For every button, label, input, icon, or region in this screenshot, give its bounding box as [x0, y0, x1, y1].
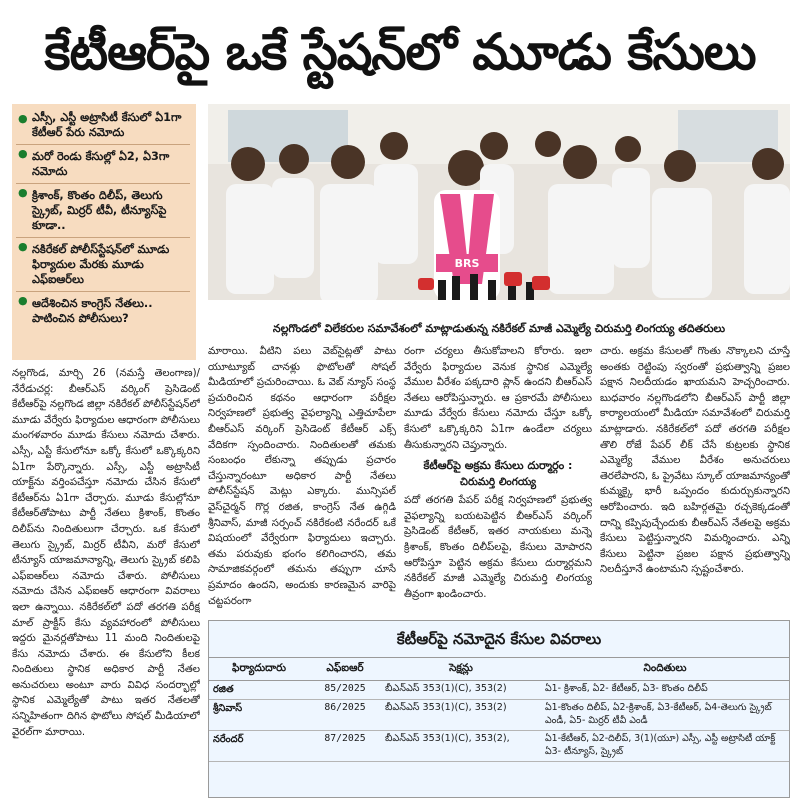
table-row: [209, 681, 789, 700]
bullet-icon: ●: [18, 240, 28, 253]
highlight-item: ● నకిరేకల్ పోలీస్‌స్టేషన్‌లో మూడు ఫిర్యాదుల మేరకు మూడు ఎఫ్ఐఆర్‌లు: [16, 237, 190, 287]
subheading: కేటీఆర్‌పై అక్రమ కేసులు దుర్మార్గం : చిరుమర్తి లింగయ్య: [423, 459, 573, 489]
press-meet-photo: [208, 104, 790, 318]
bullet-icon: ●: [18, 112, 28, 125]
header-accused: నిందితులు: [541, 658, 789, 681]
bullet-icon: ●: [18, 186, 28, 199]
cell-fir: 86/2025: [309, 700, 381, 731]
cell-fir: 85/2025: [309, 681, 381, 700]
highlights-box: [12, 104, 196, 360]
cell-complainant: రజిత: [209, 681, 309, 700]
cell-sections: బీఎన్ఎస్ 353(1)(C), 353(2),: [381, 731, 541, 762]
highlight-item: ● మరో రెండు కేసుల్లో ఏ2, ఏ3గా నమోదు: [16, 144, 190, 179]
headline: కేటీఆర్‌పై ఒకే స్టేషన్‌లో మూడు కేసులు: [44, 23, 756, 81]
highlight-item: ● ఎస్సీ, ఎస్టీ అట్రాసిటీ కేసులో ఏ1గా కేటీఆర్ పేరు నమోదు: [18, 111, 182, 139]
cell-fir: 87/2025: [309, 731, 381, 762]
cell-sections: బీఎన్ఎస్ 353(1)(C), 353(2): [381, 700, 541, 731]
highlight-item: ● క్రిశాంక్, కొంతం దిలీప్, తెలుగు స్క్రైబ్, మిర్రర్ టీవీ, టీన్యూస్‌పై కూడా..: [16, 183, 190, 233]
bullet-icon: ●: [18, 294, 28, 307]
table-header-row: [209, 658, 789, 681]
table-row: [209, 700, 789, 731]
cell-accused: ఏ1-కొంతం దిలీప్, ఏ2-క్రిశాంక్, ఏ3-కేటీఆర్, ఏ4-తెలుగు స్క్రైబ్ ఎండీ, ఏ5- మిర్రర్ టీవీ ఎండీ: [541, 700, 789, 731]
photo-caption: నల్లగొండలో విలేకరుల సమావేశంలో మాట్లాడుతున్న నకిరేకల్ మాజీ ఎమ్మెల్యే చిరుమర్తి లింగయ్య తదితరులు: [272, 322, 726, 335]
article-column-4: చారు. అక్రమ కేసులతో గొంతు నొక్కాలని చూస్తే అంతకు రెట్టింపు స్వరంతో ప్రభుత్వాన్ని ప్రజల పక్షాన నిలదీయడం ఖాయమని హెచ్చరించారు. బుధవారం నల్లగొండలోని బీఆర్ఎస్ పార్టీ జిల్లా కార్యాలయంలో మీడియా సమావేశంలో చిరుమర్తి మాట్లాడారు. నకిరేకల్‌లో పదో తరగతి పరీక్షల తొలి రోజే పేపర్ లీక్ చేసే కుట్రలకు స్థానిక ఎమ్మెల్యే వేముల వీరేశం అనుచరులు తెరలేపారని, ఓ ప్రైవేటు స్కూల్ యాజమాన్యంతో కుమ్మక్కై భారీ ఒప్పందం కుదుర్చుకున్నారని ఆరోపించారు. ఇది బహిర్గతమై రచ్చకెక్కడంతో దాన్ని కప్పిపుచ్చేందుకు బీఆర్ఎస్ నేతలపై అక్రమ కేసులు పెట్టిస్తున్నారని విమర్శించారు. ఎన్ని కేసులు పెట్టినా ప్రజల పక్షాన ప్రభుత్వాన్ని నిలదీస్తూనే ఉంటామని స్పష్టంచేశారు.: [600, 346, 790, 576]
cell-sections: బీఎన్ఎస్ 353(1)(C), 353(2): [381, 681, 541, 700]
cases-table: [209, 658, 789, 762]
highlight-item: ● ఆదేశించిన కాంగ్రెస్ నేతలు.. పాటించిన పోలీసులు?: [16, 291, 190, 326]
header-fir: ఎఫ్ఐఆర్: [309, 658, 381, 681]
brs-badge: BRS: [454, 257, 480, 270]
article-column-3: రంగా చర్యలు తీసుకోవాలని కోరారు. ఇలా వేర్వేరు ఫిర్యాదుల వెనుక స్థానిక ఎమ్మెల్యే వేముల వీరేశం పక్కదారి ప్లాన్ ఉందని బీఆర్ఎస్ నేతలు ఆరోపిస్తున్నారు. ఆ ప్రకారమే పోలీసులు మూడు వేర్వేరు కేసులు నమోదు చేస్తూ ఒక్కో కేసులో ఒక్కొక్కరిని ఏ1గా ఉండేలా చర్యలు తీసుకున్నారని చెప్తున్నారు. కేటీఆర్‌పై అక్రమ కేసులు దుర్మార్గం : చిరుమర్తి లింగయ్య పదో తరగతి పేపర్ పరీక్ష నిర్వహణలో ప్రభుత్వ వైఫల్యాన్ని బయటపెట్టిన బీఆర్ఎస్ వర్కింగ్ ప్రెసిడెంట్ కేటీఆర్, ఇతర నాయకులు మన్నె క్రిశాంక్, కొంతం దిలీప్‌లపై, కేసులు మోపారని ఆరోపిస్తూ పెట్టిన అక్రమ కేసులు దుర్మార్గమని నకిరేకల్ మాజీ ఎమ్మెల్యే చిరుమర్తి లింగయ్య తీవ్రంగా ఖండించారు.: [404, 346, 592, 600]
header-complainant: ఫిర్యాదుదారు: [209, 658, 309, 681]
cell-complainant: నరేందర్: [209, 731, 309, 762]
cell-accused: ఏ1- క్రిశాంక్, ఏ2- కేటీఆర్, ఏ3- కొంతం దిలీప్: [541, 681, 789, 700]
table-row: [209, 731, 789, 762]
article-column-2: మారాయి. వీటిని పలు వెబ్‌సైట్లతో పాటు యూట్యూబ్ చానళ్లు ఫొటోలతో సోషల్ మీడియాలో ప్రచురించాయి. ఓ వెబ్ న్యూస్ సంస్థ ప్రచురించిన కథనం ఆధారంగా పరీక్షల నిర్వహణలో ప్రభుత్వ వైఫల్యాన్ని ఎత్తిచూపేలా బీఆర్ఎస్ వర్కింగ్ ప్రెసిడెంట్ కేటీఆర్ ఎక్స్ వేదికగా స్పందించారు. నిందితులతో తమకు సంబంధం లేకున్నా తప్పుడు ప్రచారం చేస్తున్నారంటూ అధికార పార్టీ నేతలు పోలీస్‌స్టేషన్ మెట్లు ఎక్కారు. మున్సిపల్ వైస్‌చైర్మన్ గొర్ల రజిత, కాంగ్రెస్ నేత ఉగ్గిడి శ్రీనివాస్, మాజీ సర్పంచ్ నకిరేకంటి నరేందర్ ఒకే విషయంలో వేర్వేరుగా ఫిర్యాదులు ఇచ్చారు. తమ పరువుకు భంగం కలిగించారని, తమ సామాజికవర్గంలో తమను తప్పుగా చూసే ప్రమాదం ఉందని, అందుకు కారణమైన వారిపై చట్టపరంగా: [208, 346, 396, 607]
cell-accused: ఏ1-కేటీఆర్, ఏ2-దిలీప్, 3(1)(యూ) ఎస్సీ, ఎస్టీ అట్రాసిటీ యాక్ట్ ఏ3- టీన్యూస్, స్క్రైబ్: [541, 731, 789, 762]
cell-complainant: శ్రీనివాస్: [209, 700, 309, 731]
article-column-1: నల్లగొండ, మార్చి 26 (నమస్తే తెలంగాణ)/నేరేడుచర్ల: బీఆర్ఎస్ వర్కింగ్ ప్రెసిడెంట్ కేటీఆర్‌పై నల్లగొండ జిల్లా నకిరేకల్ పోలీస్‌స్టేషన్‌లో మూడు వేర్వేరు ఫిర్యాదుల ఆధారంగా పోలీసులు మంగళవారం మూడు కేసులు నమోదు చేశారు. ఎస్సీ, ఎస్టీ కేసులోనూ ఒక్కో కేసులో ఒక్కొక్కరిని ఏ1గా పేర్కొన్నారు. ఎస్సీ, ఎస్టీ అట్రాసిటీ యాక్ట్‌ను వర్తింపచేస్తూ నమోదు చేసిన కేసులో కేటీఆర్‌ను ఏ1గా చేర్చారు. మూడు కేసుల్లోనూ కేటీఆర్‌తోపాటు పార్టీ నేతలు క్రిశాంక్, కొంతం దిలీప్‌ను నిందితులుగా చేర్చారు. ఒక కేసులో తెలుగు స్క్రైబ్, మిర్రర్ టీవీని, మరో కేసులో టీన్యూస్ యాజమాన్యాన్ని, తెలుగు స్క్రైబ్‌ కలిపి ఎఫ్ఐఆర్‌లు నమోదు చేశారు. పోలీసులు నమోదు చేసిన ఎఫ్ఐఆర్ ఆధారంగా వివరాలు ఇలా ఉన్నాయి. నకిరేకల్‌లో పదో తరగతి పరీక్ష మాల్ ప్రాక్టీస్ కేసు వ్యవహారంలో పోలీసులు ఇద్దరు మైనర్లతోపాటు 11 మంది నిందితులపై కేసు నమోదు చేశారు. ఈ కేసులోని కీలక నిందితులు స్థానిక అధికార పార్టీ నేతల అనుచరులు అంటూ వారు వివిధ సందర్భాల్లో స్థానిక ఎమ్మెల్యేతో పాటు ఇతర నేతలతో సన్నిహితంగా దిగిన ఫొటోలు సోషల్ మీడియాలో వైరల్‌గా మారాయి.: [12, 368, 200, 738]
cases-table-title: కేటీఆర్‌పై నమోదైన కేసుల వివరాలు: [209, 621, 789, 658]
bullet-icon: ●: [18, 147, 28, 160]
header-sections: సెక్షన్లు: [381, 658, 541, 681]
cases-table-box: [208, 620, 790, 798]
